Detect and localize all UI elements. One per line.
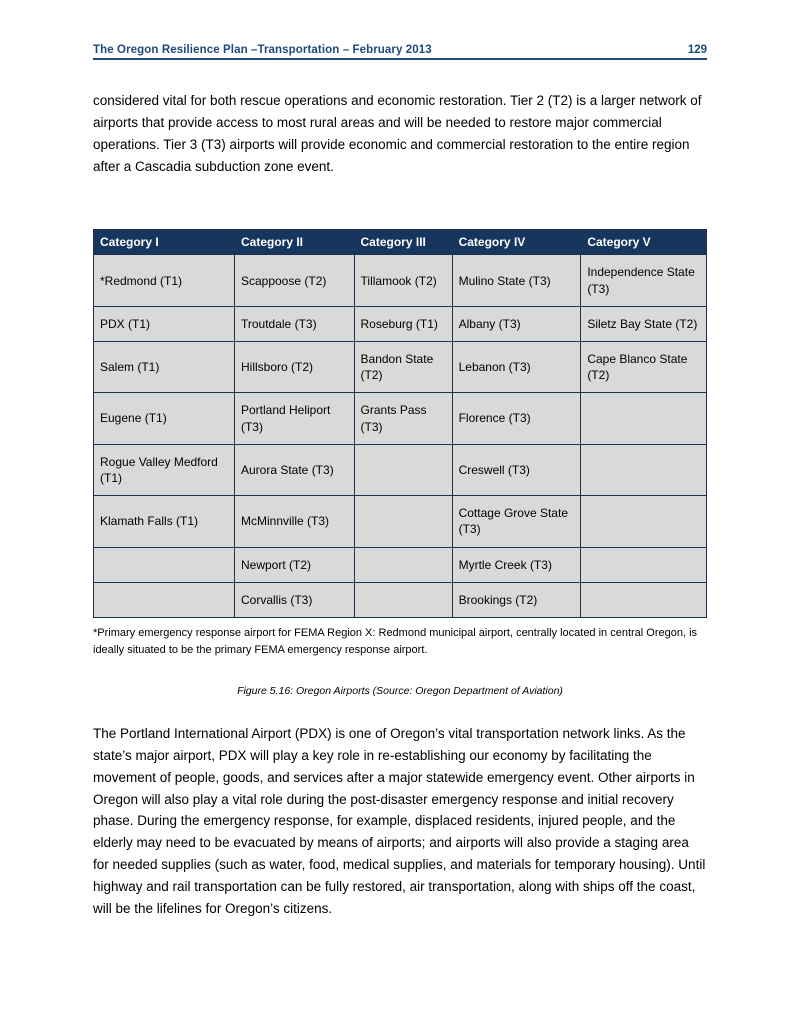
table-cell: Creswell (T3): [452, 444, 581, 495]
table-row: [94, 444, 707, 495]
page-number: 129: [687, 44, 707, 56]
table-row: [94, 582, 707, 617]
table-cell: Rogue Valley Medford (T1): [94, 444, 235, 495]
table-cell: Albany (T3): [452, 306, 581, 341]
table-cell: Klamath Falls (T1): [94, 496, 235, 547]
table-cell: Tillamook (T2): [354, 255, 452, 306]
table-cell: [354, 582, 452, 617]
table-cell: [94, 547, 235, 582]
table-cell: Cottage Grove State (T3): [452, 496, 581, 547]
table-cell: Myrtle Creek (T3): [452, 547, 581, 582]
table-header-cell: Category I: [94, 230, 235, 255]
table-cell: Scappoose (T2): [234, 255, 354, 306]
table-cell: Independence State (T3): [581, 255, 707, 306]
table-cell: Hillsboro (T2): [234, 342, 354, 393]
table-cell: Lebanon (T3): [452, 342, 581, 393]
table-cell: [354, 547, 452, 582]
table-cell: [581, 444, 707, 495]
table-cell: Brookings (T2): [452, 582, 581, 617]
table-header-cell: Category II: [234, 230, 354, 255]
table-header-cell: Category V: [581, 230, 707, 255]
table-header-row: [94, 230, 707, 255]
table-cell: [354, 496, 452, 547]
table-cell: Aurora State (T3): [234, 444, 354, 495]
table-row: [94, 342, 707, 393]
table-cell: Bandon State (T2): [354, 342, 452, 393]
table-cell: [94, 582, 235, 617]
table-cell: McMinnville (T3): [234, 496, 354, 547]
table-cell: [354, 444, 452, 495]
table-cell: Cape Blanco State (T2): [581, 342, 707, 393]
table-cell: Newport (T2): [234, 547, 354, 582]
oregon-airports-table: [93, 229, 707, 617]
intro-paragraph: considered vital for both rescue operations and economic restoration. Tier 2 (T2) is a larger network of airports that provide access to most rural areas and will be needed to restore major commercial operations. Tier 3 (T3) airports will provide economic and commercial restoration to the entire region after a Cascadia subduction zone event.: [93, 93, 702, 174]
document-title: The Oregon Resilience Plan –Transportation – February 2013: [93, 44, 432, 56]
body-paragraph: The Portland International Airport (PDX) is one of Oregon’s vital transportation network links. As the state’s major airport, PDX will play a key role in re-establishing our economy by facilitating the movement of people, goods, and services after a major statewide emergency event. Other airports in Oregon will also play a vital role during the post-disaster emergency response and initial recovery phase. During the emergency response, for example, displaced residents, injured people, and the elderly may need to be evacuated by means of airports; and airports will also provide a staging area for needed supplies (such as water, food, medical supplies, and materials for temporary housing). Until highway and rail transportation can be fully restored, air transportation, along with ships off the coast, will be the lifelines for Oregon’s citizens.: [93, 725, 706, 916]
table-row: [94, 255, 707, 306]
table-cell: *Redmond (T1): [94, 255, 235, 306]
table-cell: Portland Heliport (T3): [234, 393, 354, 444]
table-cell: [581, 547, 707, 582]
table-footnote: *Primary emergency response airport for FEMA Region X: Redmond municipal airport, centrally located in central Oregon, is ideally situated to be the primary FEMA emergency response airport.: [93, 626, 698, 656]
table-header-cell: Category III: [354, 230, 452, 255]
table-cell: Eugene (T1): [94, 393, 235, 444]
table-row: [94, 496, 707, 547]
table-cell: [581, 496, 707, 547]
table-cell: Siletz Bay State (T2): [581, 306, 707, 341]
table-row: [94, 306, 707, 341]
table-cell: Grants Pass (T3): [354, 393, 452, 444]
table-cell: PDX (T1): [94, 306, 235, 341]
table-header-cell: Category IV: [452, 230, 581, 255]
table-cell: Salem (T1): [94, 342, 235, 393]
page-header: [93, 44, 707, 60]
table-cell: [581, 393, 707, 444]
table-cell: Florence (T3): [452, 393, 581, 444]
table-cell: Troutdale (T3): [234, 306, 354, 341]
table-cell: Roseburg (T1): [354, 306, 452, 341]
table-row: [94, 547, 707, 582]
figure-caption: Figure 5.16: Oregon Airports (Source: Oregon Department of Aviation): [237, 684, 563, 697]
table-cell: Corvallis (T3): [234, 582, 354, 617]
table-cell: [581, 582, 707, 617]
table-cell: Mulino State (T3): [452, 255, 581, 306]
table-row: [94, 393, 707, 444]
